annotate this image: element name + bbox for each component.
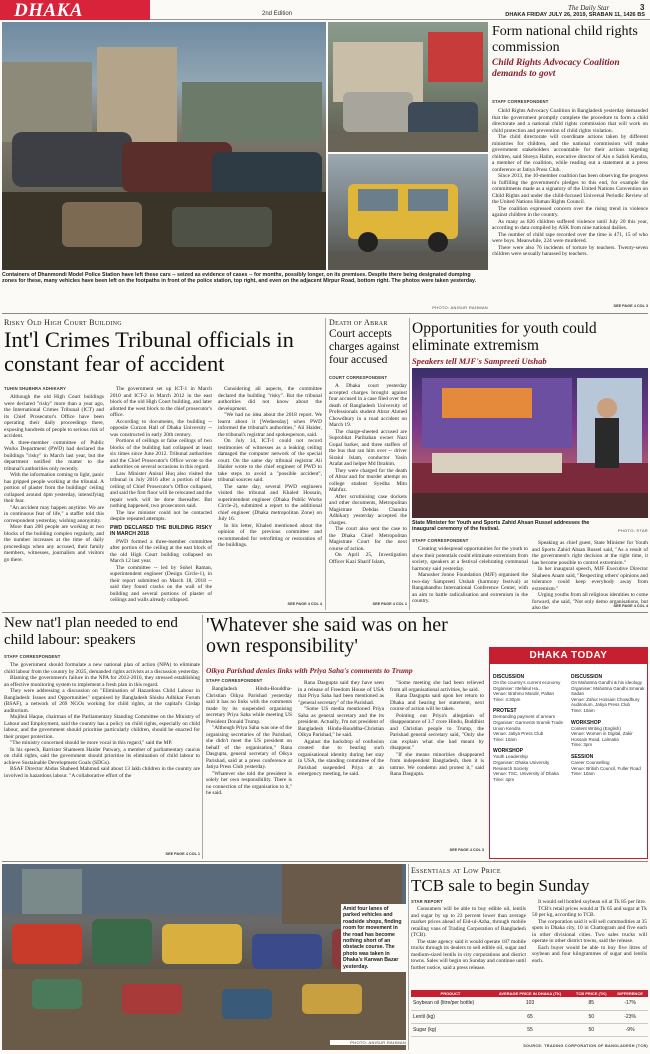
youth-paragraph: Urging youths from all religious identities to come forward, she said, "Not only demo organisations, but also the: [532, 592, 648, 611]
traffic-photo-caption: Amid four lanes of parked vehicles and roadside shops, finding room for movement in the road has become nothing short of an obstacle course. The photo was taken in Dhaka's Karwan Bazar yesterday.: [341, 904, 407, 972]
traffic-photo-credit: PHOTO: ANISUR RAHMAN: [330, 1040, 406, 1045]
child-labour-headline: New nat'l plan needed to end child labour: speakers: [4, 615, 178, 648]
event-line: Organiser: Dhaka University Research Society: [493, 759, 550, 771]
ict-byline: TUHIN SHUBHRA ADHIKARY: [4, 386, 67, 391]
table-cell: 85: [570, 997, 612, 1010]
event-line: Career Counselling: [571, 759, 610, 765]
dateline: DHAKA FRIDAY JULY 26, 2019, SRABAN 11, 1426 BS: [505, 12, 645, 18]
priya-paragraph: Bangladesh Hindu-Bouddha-Christian Oikya Parishad yesterday said it has no links with the comments made by its suspended organising secretary Priya Saha while meeting US President Donald Trump.: [206, 686, 292, 725]
section-divider: [2, 861, 648, 862]
priya-body-col3: [390, 680, 484, 846]
priya-paragraph: Rana Dasgupta said upon her return to Dhaka and hearing her statement, next course of action will be taken.: [390, 693, 484, 712]
ict-paragraph: A three-member committee of Public Works Department (PWD) had declared the buildings "risky" in March last year, but the department notified the matter to the tribunal's authorities only recently.: [4, 439, 104, 472]
table-row: [411, 1023, 648, 1036]
child-labour-byline: STAFF CORRESPONDENT: [4, 654, 61, 659]
youth-body-col1: [412, 546, 528, 608]
priya-continued: SEE PAGE 4 COL 3: [449, 848, 484, 852]
dhaka-today-right-col: [571, 674, 645, 777]
dhaka-today-left-col: [493, 674, 567, 782]
event-type: DISCUSSION: [493, 674, 525, 680]
event-line: Venue: Women in Digital, Zakir Hossain Road, Lalmatia: [571, 731, 633, 742]
event-line: Demanding payment of arrears: [493, 714, 556, 720]
masthead-rule: [150, 19, 650, 20]
table-cell: 103: [490, 997, 570, 1010]
abrar-kicker: Death of Abrar: [329, 318, 388, 327]
priya-body-col2: [298, 680, 384, 856]
table-cell: 65: [490, 1010, 570, 1023]
event-item: [571, 754, 645, 777]
child-rights-body: [492, 108, 648, 304]
ict-paragraph: The law minister could not be contacted despite repeated attempts.: [110, 509, 212, 522]
child-rights-continued: SEE PAGE 4 COL 3: [613, 304, 648, 308]
ict-paragraph: On July 14, ICT-1 could not record testimonies of witnesses as a leaking ceiling damaged the computer network of the special court. On the same day tribunal registrar Ali Haider wrote to the chief engineer of PWD to take steps to avoid a "possible accident", tribunal sources said.: [218, 438, 322, 483]
child-rights-headline: Form national child rights commission: [492, 24, 638, 55]
column-divider: [409, 318, 410, 610]
ict-subheading: PWD DECLARED THE BUILDING RISKY IN MARCH 2018: [110, 524, 212, 537]
table-cell: 50: [570, 1010, 612, 1023]
abrar-continued: SEE PAGE 4 COL 1: [372, 602, 407, 606]
abrar-paragraph: After scrutinising case dockets and other documents, Metropolitan Magistrate Debdas Chandra Adhikary yesterday accepted the charges.: [329, 493, 407, 526]
ict-headline: Int'l Crimes Tribunal officials in constant fear of accident: [4, 327, 294, 376]
event-line: Venue: Jatiya Press Club: [493, 731, 544, 737]
paper-name: The Daily Star: [568, 4, 610, 12]
section-title: DHAKA: [14, 0, 84, 21]
child-rights-paragraph: Since 2013, the 10-member coalition has been observing the progress in fulfilling the government's pledges to this end, for example the commitments made as a signatory of the United Nations Convention on Child Rights and under the child-focused Universal Periodic Review of the United Nations Human Rights Council.: [492, 173, 649, 205]
priya-body-col1: [206, 686, 292, 856]
tcb-paragraph: It would sell bottled soybean oil at Tk 85 per litre.: [538, 899, 647, 905]
ict-continued: SEE PAGE 4 COL 4: [287, 602, 322, 606]
priya-paragraph: Rana Dasgupta said they have seen in a release of Freedom House of USA that Priya Saha had been mentioned as "general secretary" of the Parishad.: [298, 680, 384, 706]
event-line: On the country's current economy: [493, 680, 561, 685]
event-line: Content Writing (English): [571, 725, 621, 731]
priya-headline: 'Whatever she said was on her own responsibility': [206, 614, 448, 657]
priya-paragraph: Against the backdrop of confusion created due to bearing such organisational identity during her stay in USA, the standing committee of the Parishad suspended Priya at an emergency meeting, he said.: [298, 738, 384, 777]
abrar-paragraph: The charge-sheeted accused are Suprobhat Paribahan owner Nazi Gopal barker, and three staffers of the bus that ran him over -- driver Siraiul Islam, conductor Yasin Arafat and helper Md Ibrahim.: [329, 428, 407, 467]
child-rights-subhead: Child Rights Advocacy Coalition demands to govt: [492, 58, 620, 79]
table-header: DIFFERENCE: [612, 990, 648, 997]
event-type: DISCUSSION: [571, 674, 603, 680]
child-labour-paragraph: "The ministry concerned should be more vocal in this regard," said the MP.: [10, 740, 173, 746]
event-item: [571, 720, 645, 748]
child-rights-paragraph: There were also 76 incidents of torture by teachers. Twenty-seven children were sexually harassed by teachers.: [492, 244, 648, 257]
tcb-table-source: SOURCE: TRADING CORPORATION OF BANGLADESH (TCB): [523, 1044, 648, 1048]
ict-paragraph: With the information coming to light, panic has gripped people working at the tribunal. A portion of plaster from the buildings' ceiling collapsed around 4pm yesterday, intensifying their fear.: [4, 472, 104, 504]
child-labour-body: [4, 662, 200, 852]
ict-kicker: Risky Old High Court Building: [4, 318, 122, 327]
event-line: Time: 4:30pm: [493, 696, 521, 702]
police-station-photo-top-right: [328, 22, 488, 152]
ict-paragraph: PWD formed a three-member committee after portion of the ceiling at the east block of the old High Court building collapsed on March 12 last year.: [110, 538, 212, 564]
event-line: Organiser: Garments Sramik Trade Union Kendra: [493, 719, 564, 731]
table-cell: Lentil (kg): [411, 1010, 490, 1023]
priya-paragraph: Pointing out Priya's allegation of disappearance of 3.7 crore Hindu, Buddhist and Christian people to Trump, the Parishad general secretary said, "Only she can explain what she had meant by disappear.": [390, 712, 484, 751]
tcb-kicker: Essentials at Low Price: [411, 866, 501, 875]
table-cell: -23%: [612, 1010, 648, 1023]
child-labour-paragraph: The government should formulate a new national plan of action (NPA) to eliminate child labour from the country by 2025, demanded rights activists at a discussion yesterday.: [4, 662, 200, 675]
youth-continued: SEE PAGE 4 COL 4: [613, 604, 648, 608]
table-cell: 50: [570, 1023, 612, 1036]
priya-paragraph: "If she means minorities disappeared from independent Bangladesh, then it is untrue. We condemn and protest it," said Rana Dasgupta.: [390, 751, 484, 777]
column-divider: [408, 864, 409, 1050]
ict-paragraph: Considering all aspects, the committee declared the building "risky". But the tribunal authorities did not know about the development.: [218, 386, 322, 412]
table-row: [411, 997, 648, 1010]
police-station-photo-bottom-right: [328, 154, 488, 270]
event-type: SESSION: [571, 753, 594, 760]
abrar-paragraph: A Dhaka court yesterday accepted charges brought against four accused in a case filed over the death of Bangladesh University of Professionals student Abrar Ahmed Chowdhury in a road accident on March 19.: [329, 383, 407, 428]
child-rights-paragraph: The number of child rape recorded over the time is 471, 15 of who were boys. Meanwhile, 224 were murdered.: [492, 231, 648, 244]
child-rights-paragraph: The child directorate will coordinate actions taken by different ministries for children, and the national commission will make government stakeholders accountable for their actions targeting children, said Shreya Halim, executive director of Ain o Salish Kendra, a member of the coalition, while reading out a statement at a press conference at Jatiya Press Club.: [492, 134, 648, 173]
event-line: On Mahatma Gandhi & his ideology: [571, 680, 643, 685]
table-cell: -9%: [612, 1023, 648, 1036]
youth-byline: STAFF CORRESPONDENT: [412, 538, 469, 543]
event-type: PROTEST: [493, 708, 517, 715]
child-labour-paragraph: BSAF Director Abdus Shaheed Mahmud said about 13 lakh children in the country are involved in hazardous labour. "A collaborative effort of the: [4, 766, 200, 779]
column-divider: [325, 318, 326, 610]
abrar-paragraph: On April 25, Investigation Officer Kazi Sharif Islam,: [329, 552, 407, 565]
ict-paragraph: In his letter, Khaled mentioned about the opinion of the previous committee and recommended for retrofitting or restoration of the buildings.: [218, 522, 322, 548]
event-type: WORKSHOP: [493, 748, 523, 755]
youth-photo-credit: PHOTO: STAR: [617, 528, 648, 533]
table-cell: Soybean oil (litre/per bottle): [411, 997, 490, 1010]
event-line: Organiser: Mahatma Gandhi Smarak Sadan: [571, 685, 645, 697]
table-cell: -17%: [612, 997, 648, 1010]
child-labour-paragraph: They were addressing a discussion on "Elimination of Hazardous Child Labour in Bangladesh: Issues and Opportunities" organised by Bangladesh Shishu Adhikar Forum (BSAF), a network of 269 NGOs working for child rights, at the capital's Cirdap auditorium.: [4, 688, 200, 714]
tcb-body-col1: [411, 906, 526, 988]
youth-subhead: Speakers tell MJF's Sampreeti Utshab: [412, 356, 547, 366]
priya-paragraph: "Although Priya Saha was one of the organising secretaries of the Parishad, she didn't meet the US president on behalf of the organisation," Rana Dasgupta, general secretary of Oikya Parishad, said at a press conference at Jatiya Press Club yesterday.: [206, 725, 292, 770]
tcb-price-table: [411, 990, 648, 1037]
youth-festival-photo: [412, 368, 648, 518]
youth-paragraph: In her inaugural speech, MJF Executive Director Shaheen Anam said, "Respecting others' opinions and tolerance could keep everybody away from extremism.": [532, 566, 648, 592]
tcb-body-col2: [532, 899, 647, 988]
child-rights-paragraph: As many as 826 children suffered violence until July 20 this year, according to data compiled by ASK from nine national dailies.: [492, 218, 648, 231]
ict-paragraph: "An accident may happen anytime. We are in continuous fear of life," a staffer told this correspondent yesterday, wishing anonymity.: [4, 504, 104, 524]
event-line: Time: 10am: [571, 707, 595, 713]
priya-byline: STAFF CORRESPONDENT: [206, 678, 263, 683]
section-divider: [2, 612, 648, 613]
event-item: [571, 674, 645, 714]
ict-body-col2: [110, 386, 212, 608]
event-item: [493, 748, 567, 782]
youth-paragraph: Speaking as chief guest, State Minister for Youth and Sports Zahid Ahsan Russel said, "As a result of the government's right decision at the right time, it has become possible to control extremism.": [532, 540, 648, 566]
event-line: Youth Leadership: [493, 754, 528, 760]
table-cell: Sugar (kg): [411, 1023, 490, 1036]
ict-paragraph: The committee -- led by Sohel Raman, superintendent engineer (Design Circle-1), in their report submitted on March 18, 2018 -- said they found cracks on the wall of the building and several portions of plaster of ceilings and walls already collapsed.: [110, 564, 212, 603]
youth-paragraph: Manusher Jonno Foundation (MJF) organised the two-day Sampreeti Utshab (harmony festival) at Bangabandhu International Conference Center, with an aim to battle radicalisation and extremism in the country.: [412, 572, 528, 604]
police-photo-credit: PHOTO: ANISUR RAHMAN: [432, 305, 488, 310]
event-line: Time: 10am: [571, 771, 595, 777]
event-line: Venue: British Council, Fuller Road: [571, 765, 641, 771]
abrar-headline: Court accepts charges against four accused: [329, 328, 400, 366]
child-rights-paragraph: The coalition expressed concern over the rising trend in violence against children in the country.: [492, 205, 648, 218]
event-type: WORKSHOP: [571, 719, 601, 726]
priya-paragraph: "Whatever she told the president is solely her own responsibility. There is no connection of the organisation to it," he said.: [206, 770, 292, 796]
table-cell: 55: [490, 1023, 570, 1036]
ict-paragraph: "We had no idea about the 2018 report. We learnt about it [Wednesday] when PWD informed the tribunal's authorities," Ali Haider, the tribunal's registrar and spokesperson, said.: [218, 412, 322, 438]
table-header: PRODUCT: [411, 990, 490, 997]
event-line: Venue: TSC, University of Dhaka: [493, 771, 559, 777]
tcb-paragraph: Each buyer would be able to buy five litres of soybean and four kilogrammes of sugar and lentils each.: [532, 944, 647, 964]
tcb-paragraph: The corporation said it will sell commodities at 35 spots in Dhaka city, 10 in Chattogram and five each in other divisional cities. Two sales trucks will operate in other district towns, said the release.: [532, 918, 647, 944]
ict-paragraph: Portions of ceilings or false ceilings of two blocks of the building had collapsed at least six times since June 2012. Tribunal authorities and the Chief Prosecutor's Office wrote to the authorities on several occasions in this regard.: [110, 438, 212, 470]
child-labour-paragraph: Mujibul Haque, chairman of the Parliamentary Standing Committee on the Ministry of Labour and Employment, said the country has a policy on child rights, especially on child labour, and the government should prioritise particularly children, should be enacted for their proper protection.: [4, 714, 200, 740]
dhaka-today-title: DHAKA TODAY: [489, 647, 648, 664]
police-photo-caption: Containers of Dhanmondi Model Police Station have left these cars -- seized as evidence of cases -- for months, possibly longer, on its premises. Despite there being designated dumping zones for these, many vehicles have been left on the footpaths in front of the police station, top right, and even on the adjacent Mirpur Road, bottom right. The photos were taken yesterday.: [2, 272, 477, 285]
table-header: TCB PRICE (TK): [570, 990, 612, 997]
child-rights-byline: STAFF CORRESPONDENT: [492, 99, 549, 104]
table-header: AVERAGE PRICE IN DHAKA (TK): [490, 990, 570, 997]
child-rights-paragraph: Child Rights Advocacy Coalition in Bangladesh yesterday demanded that the government promptly complete the procedure to form a child directorate and a national child rights commission that will work on child protection and prevention of child rights violation.: [492, 108, 648, 134]
column-divider: [202, 615, 203, 859]
ict-paragraph: More than 200 people are working at two blocks of the building complex regularly, and the number increases at the time of daily proceedings when any accused, their family members, witnesses, journalists and visitors go there.: [4, 524, 104, 563]
abrar-body: [329, 383, 407, 601]
youth-photo-caption: State Minister for Youth and Sports Zahid Ahsan Russel addresses the inaugural ceremony of the festival.: [412, 520, 590, 533]
event-line: Venue: Brahmo Mandir, Paltan: [493, 691, 555, 697]
youth-headline: Opportunities for youth could eliminate extremism: [412, 320, 597, 354]
tcb-headline: TCB sale to begin Sunday: [411, 876, 590, 895]
police-station-photo-main: [2, 22, 326, 270]
child-labour-paragraph: Blaming the government's failure in the NPA for 2012-2016, they stressed establishing an effective monitoring system to implement a fresh plan in this regard.: [4, 675, 200, 688]
event-line: Venue: Zahur Hossain Chowdhury Auditorium, Jatiya Press Club: [571, 696, 640, 708]
youth-paragraph: Creating widespread opportunities for the youth to show their potentials could eliminate extremism from society, speakers at a festival celebrating communal harmony said yesterday.: [412, 546, 528, 572]
event-line: Time: 4pm: [493, 776, 515, 782]
abrar-paragraph: The court also sent the case to the Dhaka Chief Metropolitan Magistrate Court for the next course of action.: [329, 526, 407, 552]
ict-paragraph: Although the old High Court buildings were declared "risky" more than a year ago, the International Crimes Tribunal (ICT) and its Chief Prosecutor's Office have been operating their daily proceedings there, exposing hundreds of people to serious risk of accident.: [4, 394, 104, 439]
section-divider: [2, 313, 648, 314]
child-labour-continued: SEE PAGE 4 COL 1: [165, 852, 200, 856]
abrar-byline: COURT CORRESPONDENT: [329, 375, 388, 380]
priya-paragraph: "Some meeting she had been relieved from all organisational activities, he said.: [390, 680, 484, 693]
event-item: [493, 674, 567, 702]
event-line: Organiser: Ittefakul Ha...: [493, 685, 542, 691]
ict-paragraph: According to documents, the building -- opposite Curzon Hall of Dhaka University -- was constructed in early 20th century.: [110, 418, 212, 438]
event-item: [493, 708, 567, 742]
ict-body-col1: [4, 394, 104, 608]
ict-paragraph: The same day, several PWD engineers visited the tribunal and Khaled Hossain, superintendent engineer (Dhaka Public Works Circle-2), submitted a report to the additional chief engineer (Dhaka metropolitan Zone) on July 16.: [218, 483, 322, 522]
tcb-paragraph: Consumers will be able to buy edible oil, lentils and sugar by up to 23 percent lower than average market prices ahead of Eid-ul-Azha, through mobile retailing vans of Trading Corporation of Bangladesh (TCB).: [411, 906, 526, 938]
ict-paragraph: The government set up ICT-1 in March 2010 and ICT-2 in March 2012 in the east block of the old High Court building, and later allotted the west block to the chief prosecutor's office.: [110, 386, 212, 418]
edition-label: 2nd Edition: [262, 11, 293, 17]
child-labour-paragraph: In his speech, Barrister Shameem Haider Patwary, a member of parliamentary caucus on child rights, said the government should prioritise its elimination of child labour to achieve Sustainable Development Goals (SDGs).: [4, 746, 200, 766]
priya-paragraph: "Some US media mentioned Priya Saha as general secretary and the its president. Actually, I'm not president of Bangladesh Hindu-Bouddha-Christian Oikya Parishad," he said.: [298, 706, 384, 738]
ict-paragraph: Law Minister Anisul Huq also visited the tribunal in July 2016 after a portion of false ceiling of Chief Prosecutor's Office collapsed, and said the first floor will be relocated and the repair work will be done thereafter. But nothing happened, two prosecutors said.: [110, 470, 212, 509]
tcb-byline: STAR REPORT: [411, 899, 443, 904]
event-line: Time: 10am: [493, 736, 517, 742]
tcb-paragraph: TCB's retail prices would at Tk 65 and sugar at Tk 50 per kg, according to TCB.: [532, 905, 647, 918]
page-number: 3: [640, 3, 645, 12]
tcb-paragraph: The state agency said it would operate 187 mobile trucks through its dealers to sell edible oil, sugar and medium-sized lentils in city corporations and district towns. Sales will begin on Sunday and continue until further notice, said a press release.: [411, 938, 526, 971]
abrar-paragraph: They were charged for the death of Abrar and for murder attempt on college student Syedha Mitu Mahfuz.: [329, 467, 407, 493]
event-line: Time: 3pm: [571, 742, 593, 748]
table-row: [411, 1010, 648, 1023]
priya-subhead: Oikya Parishad denies links with Priya Saha's comments to Trump: [206, 666, 413, 675]
ict-body-col3: [218, 386, 322, 600]
